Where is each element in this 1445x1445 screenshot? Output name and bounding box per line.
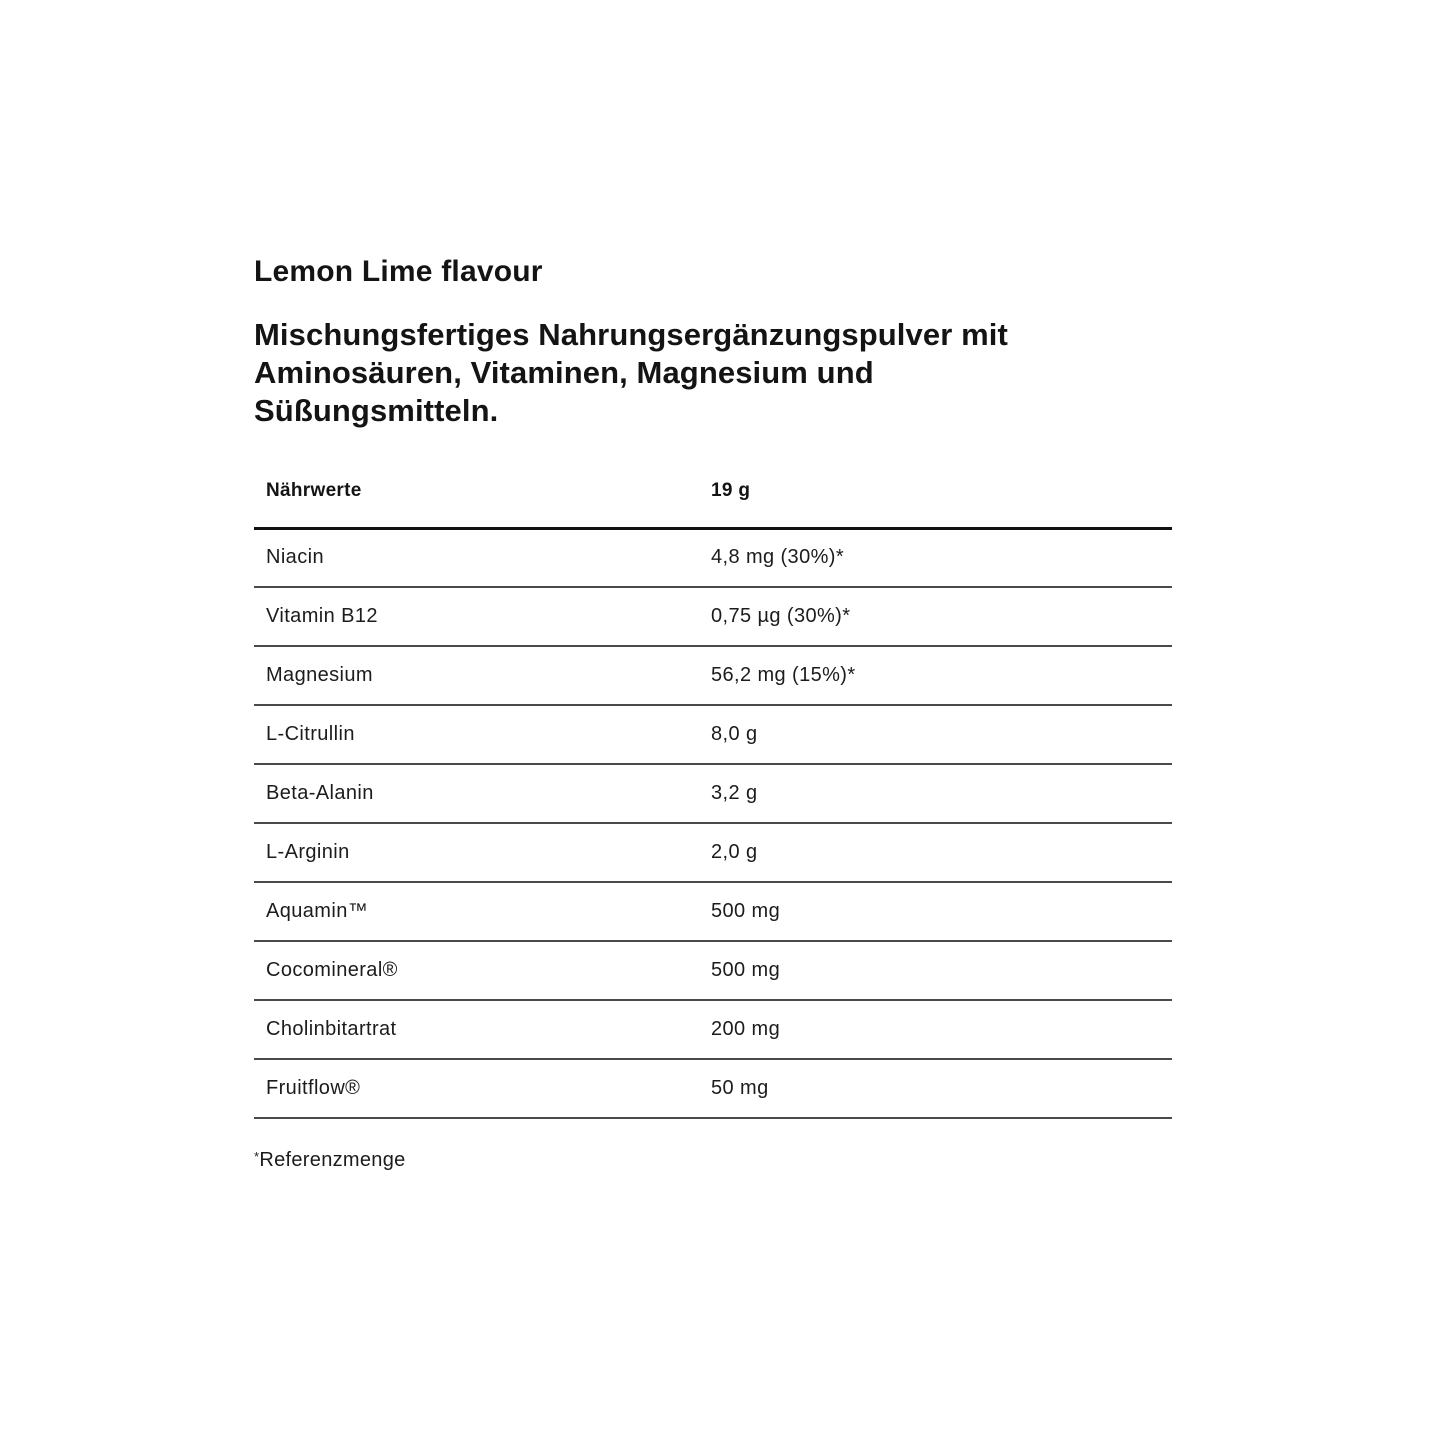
nutrient-name: Cocomineral® — [254, 941, 711, 1000]
footnote-text: Referenzmenge — [259, 1149, 406, 1171]
nutrient-value: 4,8 mg (30%)* — [711, 528, 1172, 587]
table-row — [254, 823, 1172, 882]
table-row — [254, 1059, 1172, 1118]
table-row — [254, 587, 1172, 646]
nutrient-name: Fruitflow® — [254, 1059, 711, 1118]
nutrient-value: 0,75 µg (30%)* — [711, 587, 1172, 646]
footnote-marker: * — [254, 1149, 260, 1164]
nutrient-value: 56,2 mg (15%)* — [711, 646, 1172, 705]
nutrient-name: Cholinbitartrat — [254, 1000, 711, 1059]
nutrient-value: 500 mg — [711, 941, 1172, 1000]
header-serving: 19 g — [711, 466, 1172, 528]
table-row — [254, 764, 1172, 823]
nutrient-name: Niacin — [254, 528, 711, 587]
nutrient-name: Aquamin™ — [254, 882, 711, 941]
nutrient-name: L-Citrullin — [254, 705, 711, 764]
nutrient-name: Beta-Alanin — [254, 764, 711, 823]
table-row — [254, 528, 1172, 587]
table-row — [254, 882, 1172, 941]
footnote — [254, 1149, 1172, 1172]
nutrient-name: Magnesium — [254, 646, 711, 705]
table-row — [254, 705, 1172, 764]
nutrition-sheet — [254, 250, 1172, 1172]
nutrient-value: 200 mg — [711, 1000, 1172, 1059]
table-row — [254, 646, 1172, 705]
table-row — [254, 941, 1172, 1000]
nutrient-value: 3,2 g — [711, 764, 1172, 823]
flavour-title: Lemon Lime flavour — [254, 255, 543, 288]
nutrient-value: 500 mg — [711, 882, 1172, 941]
nutrient-name: Vitamin B12 — [254, 587, 711, 646]
nutrient-value: 8,0 g — [711, 705, 1172, 764]
product-description: Mischungsfertiges Nahrungsergänzungspulver mit Aminosäuren, Vitaminen, Magnesium und Süßungsmitteln. — [254, 317, 1008, 428]
nutrient-name: L-Arginin — [254, 823, 711, 882]
table-header-row — [254, 466, 1172, 528]
nutrition-table — [254, 466, 1172, 1119]
nutrient-value: 2,0 g — [711, 823, 1172, 882]
table-row — [254, 1000, 1172, 1059]
nutrient-value: 50 mg — [711, 1059, 1172, 1118]
header-nutrients: Nährwerte — [254, 466, 711, 528]
